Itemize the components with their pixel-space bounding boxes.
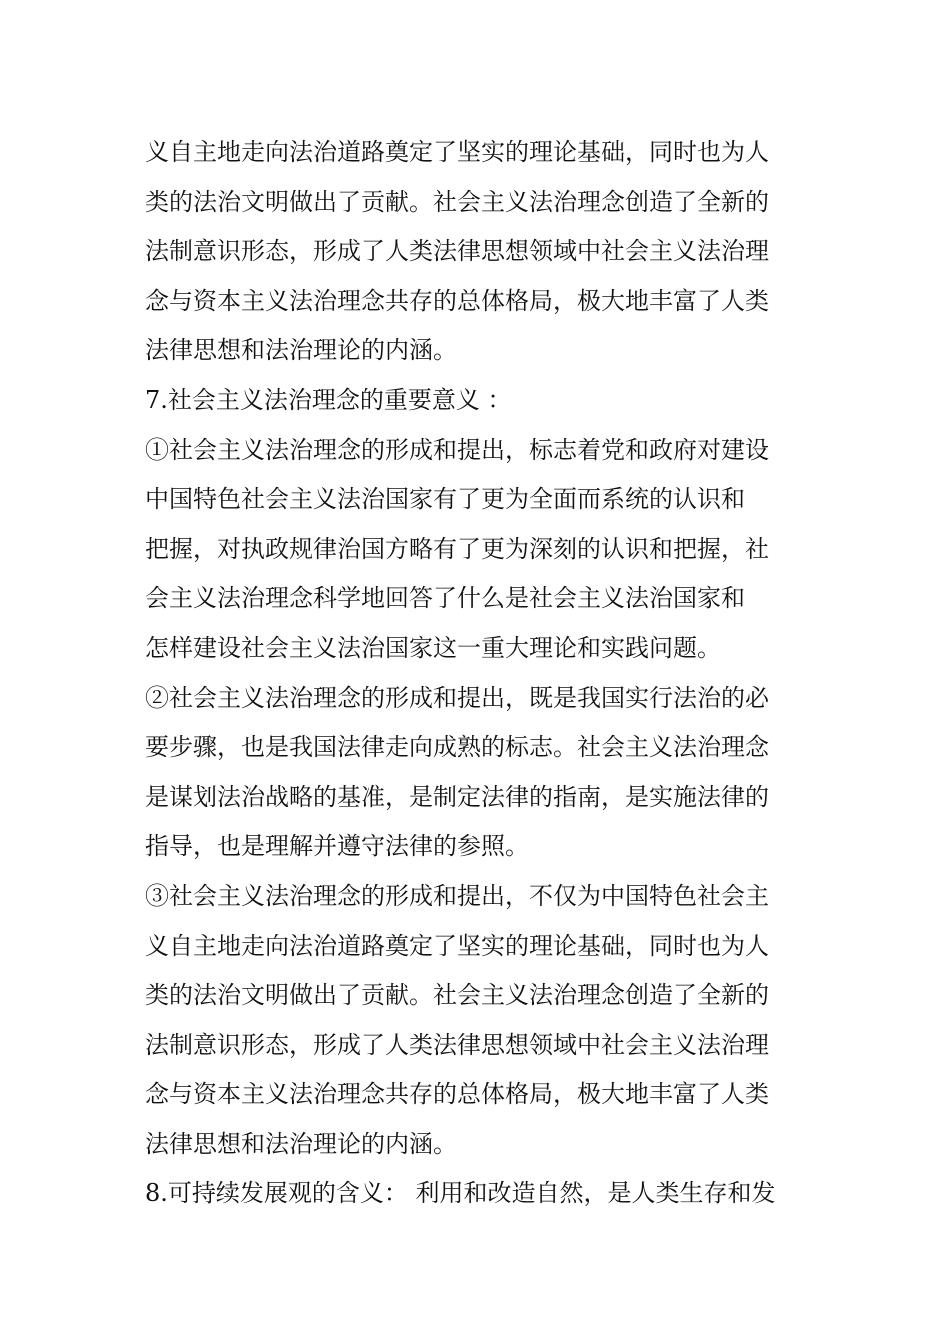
document-body xyxy=(145,128,815,1219)
text-line: 会主义法治理念科学地回答了什么是社会主义法治国家和 xyxy=(145,584,745,613)
text-line: 法律思想和法治理论的内涵。 xyxy=(145,1129,457,1158)
text-line: 怎样建设社会主义法治国家这一重大理论和实践问题。 xyxy=(145,633,721,662)
text-line: ②社会主义法治理念的形成和提出，既是我国实行法治的必 xyxy=(145,683,769,712)
section-heading: 7.社会主义法治理念的重要意义 ： xyxy=(145,385,512,414)
text-line: 要步骤，也是我国法律走向成熟的标志。社会主义法治理念 xyxy=(145,733,769,762)
text-line: ③社会主义法治理念的形成和提出，不仅为中国特色社会主 xyxy=(145,881,769,910)
text-line: 是谋划法治战略的基准，是制定法律的指南，是实施法律的 xyxy=(145,782,769,811)
text-line: 念与资本主义法治理念共存的总体格局，极大地丰富了人类 xyxy=(145,1080,769,1109)
text-line: 念与资本主义法治理念共存的总体格局，极大地丰富了人类 xyxy=(145,286,769,315)
text-line: 法制意识形态，形成了人类法律思想领域中社会主义法治理 xyxy=(145,1030,769,1059)
text-line: 法律思想和法治理论的内涵。 xyxy=(145,336,457,365)
text-line: 法制意识形态，形成了人类法律思想领域中社会主义法治理 xyxy=(145,237,769,266)
text-line: 义自主地走向法治道路奠定了坚实的理论基础，同时也为人 xyxy=(145,931,769,960)
text-line: ①社会主义法治理念的形成和提出，标志着党和政府对建设 xyxy=(145,435,769,464)
text-line: 义自主地走向法治道路奠定了坚实的理论基础，同时也为人 xyxy=(145,138,769,166)
text-line: 类的法治文明做出了贡献。社会主义法治理念创造了全新的 xyxy=(145,187,769,216)
text-line: 类的法治文明做出了贡献。社会主义法治理念创造了全新的 xyxy=(145,981,769,1010)
text-line: 中国特色社会主义法治国家有了更为全面而系统的认识和 xyxy=(145,485,745,514)
section-heading: 8.可持续发展观的含义： 利用和改造自然，是人类生存和发 xyxy=(145,1179,776,1208)
text-line: 把握，对执政规律治国方略有了更为深刻的认识和把握，社 xyxy=(145,534,769,563)
text-line: 指导，也是理解并遵守法律的参照。 xyxy=(145,832,529,861)
